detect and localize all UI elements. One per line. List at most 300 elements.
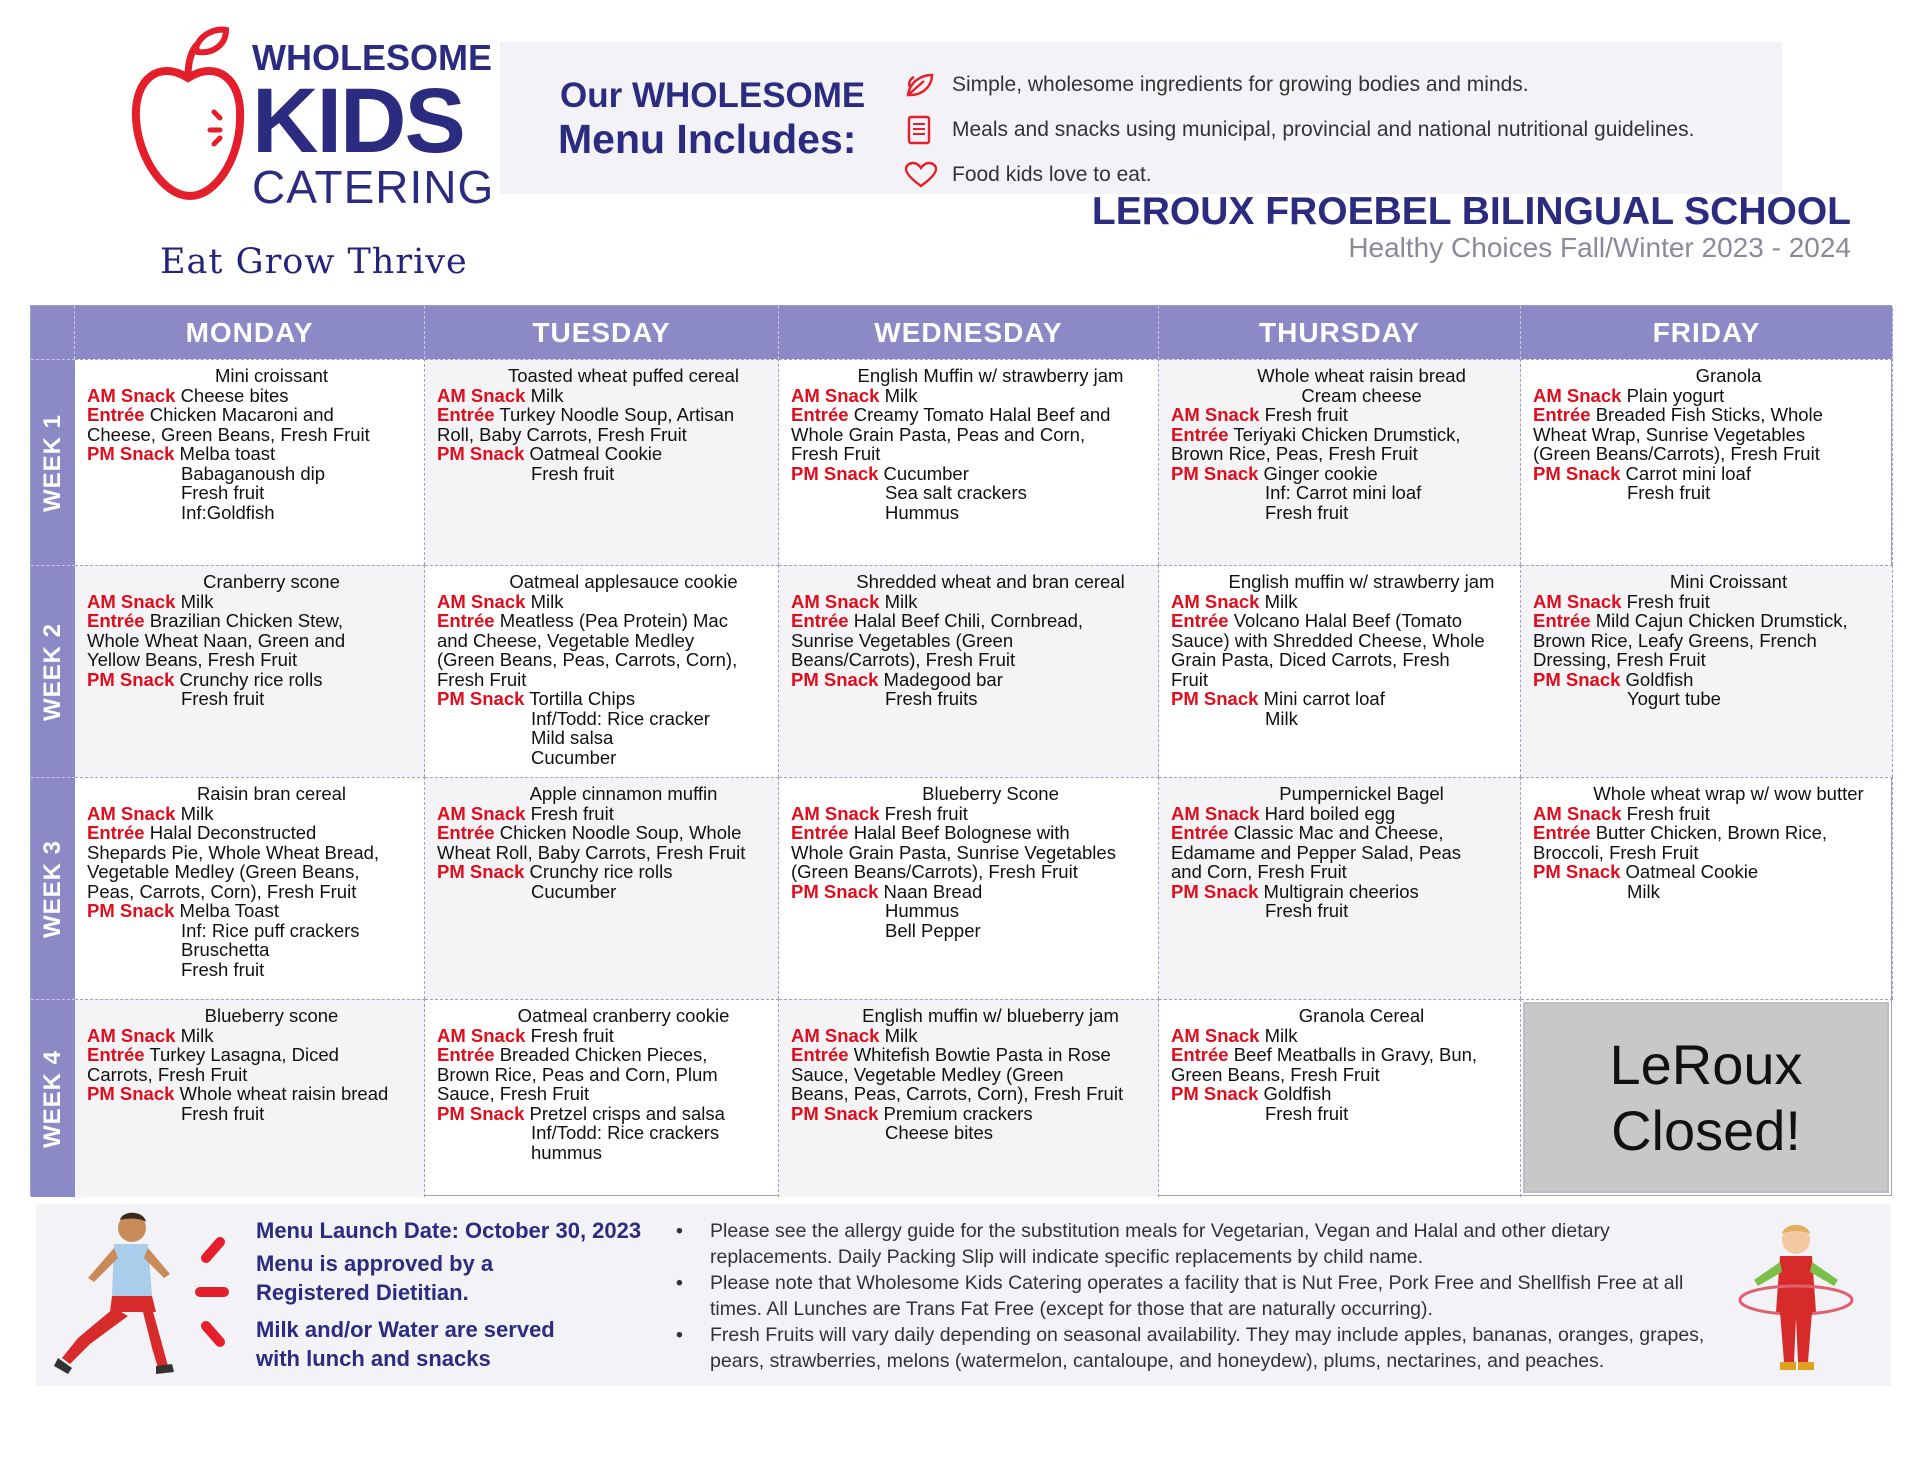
am-snack-line <box>437 1026 770 1046</box>
week-label: WEEK 1 <box>39 413 67 512</box>
week-label: WEEK 4 <box>39 1049 67 1148</box>
bullet: • <box>676 1272 683 1294</box>
am-snack-line <box>1171 1026 1512 1046</box>
features-title-line-1: Our WHOLESOME <box>560 76 866 115</box>
entree-line <box>791 631 1150 651</box>
pm-snack-line <box>437 689 770 709</box>
am-snack-label: AM Snack <box>1533 802 1622 824</box>
pm-snack-extra: Sea salt crackers <box>885 482 1027 503</box>
entree-label: Entrée <box>791 1044 849 1065</box>
pm-snack-line <box>1533 670 1884 690</box>
entree-line <box>1533 843 1884 863</box>
entree-text: and Corn, Fresh Fruit <box>1171 861 1347 882</box>
hula-hoop-child-illustration <box>1736 1222 1856 1382</box>
entree-line <box>1171 444 1512 464</box>
pm-snack-item: Naan Bread <box>883 880 983 902</box>
pm-snack-label: PM Snack <box>437 861 525 882</box>
entree-label: Entrée <box>1533 822 1591 843</box>
breakfast-item: Whole wheat raisin bread <box>1257 365 1466 386</box>
day-header: THURSDAY <box>1159 306 1521 359</box>
day-header: MONDAY <box>75 306 425 359</box>
breakfast-item: Oatmeal cranberry cookie <box>517 1005 730 1026</box>
entree-label: Entrée <box>437 822 495 843</box>
breakfast-item: English muffin w/ blueberry jam <box>862 1005 1119 1026</box>
entree-line <box>87 823 416 843</box>
features-title <box>558 76 865 162</box>
entree-text: Sunrise Vegetables (Green <box>791 629 1014 651</box>
am-snack-label: AM Snack <box>1533 384 1622 406</box>
entree-text: Carrots, Fresh Fruit <box>87 1063 248 1085</box>
pm-snack-extra: Cucumber <box>531 746 617 768</box>
entree-text: Brown Rice, Peas and Corn, Plum <box>437 1063 718 1085</box>
entree-line <box>791 650 1150 670</box>
breakfast-item: English muffin w/ strawberry jam <box>1228 571 1495 592</box>
pm-snack-extra: Inf:Goldfish <box>181 501 275 523</box>
entree-line <box>791 1084 1150 1104</box>
pm-snack-label: PM Snack <box>87 668 175 690</box>
pm-snack-item: Mini carrot loaf <box>1263 688 1385 709</box>
am-snack-line <box>791 592 1150 612</box>
entree-text: Grain Pasta, Diced Carrots, Fresh <box>1171 649 1450 670</box>
am-snack-line <box>791 386 1150 406</box>
dietitian-line-2: Registered Dietitian. <box>256 1280 469 1305</box>
menu-day-cell <box>1521 565 1893 777</box>
bullet: • <box>676 1220 683 1242</box>
entree-text: Brown Rice, Leafy Greens, French <box>1533 629 1817 651</box>
heart-icon <box>904 160 940 190</box>
am-snack-line <box>1533 592 1884 612</box>
entree-line <box>1533 425 1884 445</box>
breakfast-item: Whole wheat wrap w/ wow butter <box>1593 783 1864 804</box>
launch-date: Menu Launch Date: October 30, 2023 <box>256 1218 642 1243</box>
pm-snack-extra: Fresh fruit <box>1265 1102 1349 1124</box>
pm-snack-label: PM Snack <box>791 462 879 484</box>
school-name: LEROUX FROEBEL BILINGUAL SCHOOL <box>1091 190 1851 233</box>
entree-label: Entrée <box>791 822 849 843</box>
entree-line <box>791 1065 1150 1085</box>
am-snack-line <box>1171 405 1512 425</box>
am-snack-label: AM Snack <box>1171 404 1260 425</box>
breakfast-item: Blueberry Scone <box>922 783 1059 804</box>
entree-text: Halal Deconstructed <box>149 822 317 843</box>
entree-line <box>437 670 770 690</box>
pm-snack-extra: Cheese bites <box>885 1122 993 1143</box>
am-snack-item: Plain yogurt <box>1626 384 1725 406</box>
entree-line <box>1171 843 1512 863</box>
am-snack-line <box>791 1026 1150 1046</box>
am-snack-label: AM Snack <box>1171 590 1260 612</box>
entree-label: Entrée <box>1171 423 1229 445</box>
bullet: • <box>676 1324 683 1346</box>
pm-snack-item: Multigrain cheerios <box>1263 880 1419 902</box>
menu-day-cell <box>779 777 1159 999</box>
entree-line <box>1171 670 1512 690</box>
menu-day-cell <box>75 999 425 1197</box>
pm-snack-extra: Hummus <box>885 900 960 921</box>
am-snack-line <box>437 386 770 406</box>
am-snack-line <box>87 804 416 824</box>
am-snack-item: Milk <box>1264 1024 1298 1046</box>
brand-line-1: WHOLESOME <box>252 37 492 78</box>
day-header: WEDNESDAY <box>779 306 1159 359</box>
table-corner <box>31 306 75 359</box>
am-snack-label: AM Snack <box>437 1024 526 1046</box>
note-text: Please note that Wholesome Kids Catering operates a facility that is Nut Free, Pork Free and Shellfish Free at all times. All Lunches are Trans Fat Free (except for those that are naturally occurring). <box>710 1272 1684 1320</box>
week-label-cell <box>31 999 75 1197</box>
pm-snack-label: PM Snack <box>1533 861 1621 882</box>
entree-text: Teriyaki Chicken Drumstick, <box>1233 423 1461 445</box>
entree-line <box>437 1065 770 1085</box>
pm-snack-label: PM Snack <box>437 1102 525 1124</box>
entree-text: Whole Grain Pasta, Peas and Corn, <box>791 423 1086 445</box>
note-text: Please see the allergy guide for the substitution meals for Vegetarian, Vegan and Halal and other dietary replacements. Daily Packing Slip will indicate specific replacements by child name. <box>710 1220 1610 1268</box>
entree-text: (Green Beans/Carrots), Fresh Fruit <box>791 861 1078 882</box>
pm-snack-extra: Cucumber <box>531 880 617 902</box>
am-snack-item: Milk <box>884 1024 918 1046</box>
pm-snack-extra: Yogurt tube <box>1627 688 1721 709</box>
entree-text: Volcano Halal Beef (Tomato <box>1233 610 1463 631</box>
note-item <box>676 1218 1776 1270</box>
beverage-line-1: Milk and/or Water are served <box>256 1317 555 1342</box>
entree-line <box>437 611 770 631</box>
entree-text: Green Beans, Fresh Fruit <box>1171 1063 1380 1085</box>
am-snack-item: Milk <box>884 384 918 406</box>
entree-line <box>87 650 416 670</box>
entree-label: Entrée <box>1533 610 1591 631</box>
features-title-line-2: Menu Includes: <box>558 116 857 162</box>
entree-label: Entrée <box>1171 610 1229 631</box>
entree-line <box>87 882 416 902</box>
pm-snack-line <box>1171 689 1512 709</box>
am-snack-line <box>1533 386 1884 406</box>
pm-snack-line <box>791 464 1150 484</box>
entree-text: Broccoli, Fresh Fruit <box>1533 841 1699 863</box>
am-snack-line <box>437 804 770 824</box>
week-label: WEEK 2 <box>39 622 67 721</box>
menu-day-cell <box>1159 359 1521 565</box>
pm-snack-extra: Hummus <box>885 501 960 523</box>
entree-line <box>791 823 1150 843</box>
pm-snack-item: Premium crackers <box>883 1102 1033 1124</box>
menu-season: Healthy Choices Fall/Winter 2023 - 2024 <box>1348 232 1851 263</box>
pm-snack-item: Melba Toast <box>179 900 279 921</box>
pm-snack-line <box>1533 862 1884 882</box>
entree-text: Classic Mac and Cheese, <box>1233 822 1444 843</box>
am-snack-line <box>87 592 416 612</box>
am-snack-line <box>1171 804 1512 824</box>
pm-snack-label: PM Snack <box>87 1083 175 1104</box>
pm-snack-item: Goldfish <box>1263 1083 1332 1104</box>
entree-text: Dressing, Fresh Fruit <box>1533 649 1706 670</box>
pm-snack-extra: Fresh fruit <box>531 462 615 484</box>
entree-label: Entrée <box>1171 822 1229 843</box>
am-snack-item: Milk <box>530 384 564 406</box>
leaf-icon <box>904 70 940 100</box>
breakfast-item: Mini croissant <box>214 365 329 386</box>
pm-snack-label: PM Snack <box>87 443 175 464</box>
pm-snack-label: PM Snack <box>87 900 175 921</box>
entree-line <box>87 405 416 425</box>
footer-panel <box>36 1204 1891 1386</box>
pm-snack-label: PM Snack <box>1533 462 1621 484</box>
pm-snack-extra: Fresh fruit <box>181 1102 265 1124</box>
entree-text: Creamy Tomato Halal Beef and <box>853 404 1111 425</box>
entree-line <box>1171 823 1512 843</box>
entree-text: Whole Grain Pasta, Sunrise Vegetables <box>791 841 1116 863</box>
entree-text: Yellow Beans, Fresh Fruit <box>87 649 298 670</box>
week-label: WEEK 3 <box>39 839 67 938</box>
am-snack-label: AM Snack <box>791 802 880 824</box>
entree-line <box>791 611 1150 631</box>
entree-text: Cheese, Green Beans, Fresh Fruit <box>87 423 370 445</box>
am-snack-label: AM Snack <box>87 802 176 824</box>
pm-snack-item: Whole wheat raisin bread <box>179 1083 389 1104</box>
pm-snack-label: PM Snack <box>1533 668 1621 690</box>
am-snack-line <box>437 592 770 612</box>
pm-snack-extra: Fresh fruit <box>181 482 265 503</box>
pm-snack-item: Madegood bar <box>883 668 1003 690</box>
entree-line <box>791 444 1150 464</box>
breakfast-item: Granola <box>1695 365 1762 386</box>
entree-label: Entrée <box>87 404 145 425</box>
entree-line <box>437 631 770 651</box>
features-list <box>904 62 1694 197</box>
entree-line <box>1171 1065 1512 1085</box>
pm-snack-item: Carrot mini loaf <box>1625 462 1751 484</box>
feature-text: Food kids love to eat. <box>952 162 1152 186</box>
entree-text: Beans, Peas, Carrots, Corn), Fresh Fruit <box>791 1083 1124 1104</box>
entree-line <box>1171 425 1512 445</box>
am-snack-item: Fresh fruit <box>1264 404 1348 425</box>
entree-line <box>87 843 416 863</box>
decorative-dashes-icon <box>186 1222 256 1362</box>
menu-day-cell <box>1521 777 1893 999</box>
closed-notice <box>1523 1002 1889 1193</box>
brand-line-3: CATERING <box>252 161 495 213</box>
am-snack-label: AM Snack <box>791 590 880 612</box>
feature-text: Simple, wholesome ingredients for growing bodies and minds. <box>952 72 1529 96</box>
pm-snack-label: PM Snack <box>1171 462 1259 484</box>
entree-text: Peas, Carrots, Corn), Fresh Fruit <box>87 880 357 902</box>
am-snack-item: Fresh fruit <box>884 802 968 824</box>
entree-text: Shepards Pie, Whole Wheat Bread, <box>87 841 380 863</box>
pm-snack-label: PM Snack <box>1171 880 1259 902</box>
menu-day-cell <box>75 565 425 777</box>
am-snack-item: Hard boiled egg <box>1264 802 1396 824</box>
entree-line <box>437 1045 770 1065</box>
am-snack-item: Fresh fruit <box>530 1024 614 1046</box>
pm-snack-item: Oatmeal Cookie <box>529 443 663 464</box>
beverage-line-2: with lunch and snacks <box>256 1346 491 1371</box>
day-header: FRIDAY <box>1521 306 1893 359</box>
brand-line-2: KIDS <box>252 70 464 172</box>
entree-line <box>1171 611 1512 631</box>
breakfast-item: Pumpernickel Bagel <box>1279 783 1444 804</box>
entree-text: Roll, Baby Carrots, Fresh Fruit <box>437 423 687 445</box>
pm-snack-extra: Fresh fruit <box>1627 482 1711 503</box>
entree-line <box>791 843 1150 863</box>
entree-text: Turkey Lasagna, Diced <box>149 1044 339 1065</box>
pm-snack-extra: Milk <box>1627 880 1660 902</box>
entree-text: Chicken Macaroni and <box>149 404 334 425</box>
breakfast-item: Blueberry scone <box>204 1005 339 1026</box>
closed-line-2: Closed! <box>1611 1098 1801 1162</box>
am-snack-line <box>87 386 416 406</box>
am-snack-label: AM Snack <box>437 384 526 406</box>
entree-line <box>87 1065 416 1085</box>
am-snack-line <box>87 1026 416 1046</box>
entree-line <box>437 843 770 863</box>
pm-snack-item: Melba toast <box>179 443 276 464</box>
feature-item <box>904 107 1694 152</box>
am-snack-item: Fresh fruit <box>530 802 614 824</box>
menu-day-cell <box>425 359 779 565</box>
entree-text: Whole Wheat Naan, Green and <box>87 629 346 651</box>
menu-day-cell <box>1521 359 1893 565</box>
pm-snack-line <box>87 670 416 690</box>
menu-day-cell <box>1159 999 1521 1197</box>
entree-line <box>1533 823 1884 843</box>
entree-text: Halal Beef Chili, Cornbread, <box>853 610 1084 631</box>
pm-snack-item: Crunchy rice rolls <box>179 668 323 690</box>
am-snack-item: Milk <box>884 590 918 612</box>
menu-day-cell <box>779 359 1159 565</box>
pm-snack-label: PM Snack <box>1171 1083 1259 1104</box>
entree-text: Whitefish Bowtie Pasta in Rose <box>853 1044 1111 1065</box>
menu-table <box>30 305 1892 1196</box>
entree-label: Entrée <box>87 822 145 843</box>
am-snack-label: AM Snack <box>1171 802 1260 824</box>
entree-text: Wheat Wrap, Sunrise Vegetables <box>1533 423 1806 445</box>
entree-label: Entrée <box>87 610 145 631</box>
pm-snack-extra: Fresh fruits <box>885 688 978 709</box>
entree-text: Edamame and Pepper Salad, Peas <box>1171 841 1462 863</box>
pm-snack-line <box>87 444 416 464</box>
pm-snack-line <box>1171 882 1512 902</box>
pm-snack-label: PM Snack <box>791 668 879 690</box>
footer-notes <box>676 1218 1776 1374</box>
entree-text: Wheat Roll, Baby Carrots, Fresh Fruit <box>437 841 746 863</box>
entree-line <box>437 823 770 843</box>
am-snack-item: Milk <box>180 1024 214 1046</box>
beverage-note <box>256 1315 641 1373</box>
breakfast-item: Apple cinnamon muffin <box>529 783 718 804</box>
pm-snack-label: PM Snack <box>437 443 525 464</box>
entree-line <box>87 1045 416 1065</box>
pm-snack-line <box>791 882 1150 902</box>
running-child-illustration <box>48 1208 188 1384</box>
entree-text: Chicken Noodle Soup, Whole <box>499 822 742 843</box>
entree-text: Turkey Noodle Soup, Artisan <box>499 404 735 425</box>
breakfast-item: Raisin bran cereal <box>196 783 347 804</box>
pm-snack-item: Tortilla Chips <box>529 688 636 709</box>
menu-day-cell <box>425 999 779 1197</box>
week-label-cell <box>31 565 75 777</box>
feature-item <box>904 62 1694 107</box>
entree-text: Butter Chicken, Brown Rice, <box>1595 822 1828 843</box>
am-snack-label: AM Snack <box>1171 1024 1260 1046</box>
brand-tagline: Eat Grow Thrive <box>160 242 468 282</box>
document-icon <box>904 115 940 145</box>
entree-line <box>791 405 1150 425</box>
entree-label: Entrée <box>791 404 849 425</box>
pm-snack-item: Oatmeal Cookie <box>1625 861 1759 882</box>
am-snack-item: Milk <box>180 802 214 824</box>
pm-snack-label: PM Snack <box>791 880 879 902</box>
entree-text: Fruit <box>1171 668 1208 690</box>
entree-line <box>1171 650 1512 670</box>
menu-day-cell <box>1159 565 1521 777</box>
pm-snack-extra: Mild salsa <box>531 727 614 748</box>
pm-snack-extra: hummus <box>531 1141 602 1163</box>
pm-snack-line <box>437 862 770 882</box>
am-snack-item: Milk <box>530 590 564 612</box>
breakfast-item: Toasted wheat puffed cereal <box>507 365 740 386</box>
entree-label: Entrée <box>437 1044 495 1065</box>
footer-highlights <box>256 1216 641 1381</box>
pm-snack-line <box>791 1104 1150 1124</box>
entree-text: and Cheese, Vegetable Medley <box>437 629 695 651</box>
entree-text: Beef Meatballs in Gravy, Bun, <box>1233 1044 1478 1065</box>
am-snack-label: AM Snack <box>87 384 176 406</box>
pm-snack-label: PM Snack <box>791 1102 879 1124</box>
entree-text: Beans/Carrots), Fresh Fruit <box>791 649 1016 670</box>
dietitian-note <box>256 1249 641 1307</box>
week-label-cell <box>31 777 75 999</box>
entree-text: Breaded Fish Sticks, Whole <box>1595 404 1823 425</box>
breakfast-item: Cream cheese <box>1301 384 1422 406</box>
pm-snack-extra: Bruschetta <box>181 939 270 960</box>
breakfast-item: Shredded wheat and bran cereal <box>856 571 1125 592</box>
pm-snack-line <box>1171 464 1512 484</box>
am-snack-label: AM Snack <box>437 802 526 824</box>
am-snack-item: Milk <box>180 590 214 612</box>
am-snack-item: Fresh fruit <box>1626 802 1710 824</box>
am-snack-label: AM Snack <box>87 1024 176 1046</box>
entree-line <box>1533 611 1884 631</box>
entree-text: Mild Cajun Chicken Drumstick, <box>1595 610 1848 631</box>
menu-day-cell <box>779 999 1159 1197</box>
entree-label: Entrée <box>791 610 849 631</box>
entree-line <box>87 631 416 651</box>
menu-day-cell <box>75 359 425 565</box>
entree-text: Brazilian Chicken Stew, <box>149 610 344 631</box>
entree-text: Meatless (Pea Protein) Mac <box>499 610 728 631</box>
entree-line <box>1533 650 1884 670</box>
entree-text: Sauce) with Shredded Cheese, Whole <box>1171 629 1485 651</box>
pm-snack-extra: Inf/Todd: Rice crackers <box>531 1122 720 1143</box>
entree-text: Vegetable Medley (Green Beans, <box>87 861 360 882</box>
pm-snack-line <box>87 1084 416 1104</box>
entree-text: (Green Beans, Peas, Carrots, Corn), <box>437 649 738 670</box>
pm-snack-extra: Inf: Carrot mini loaf <box>1265 482 1422 503</box>
am-snack-label: AM Snack <box>791 1024 880 1046</box>
note-item <box>676 1270 1776 1322</box>
apple-logo-icon <box>130 26 246 206</box>
pm-snack-extra: Fresh fruit <box>1265 900 1349 921</box>
am-snack-item: Fresh fruit <box>1626 590 1710 612</box>
pm-snack-extra: Inf/Todd: Rice cracker <box>531 707 710 729</box>
am-snack-label: AM Snack <box>791 384 880 406</box>
menu-day-cell <box>75 777 425 999</box>
entree-line <box>1171 862 1512 882</box>
entree-line <box>1533 405 1884 425</box>
pm-snack-extra: Fresh fruit <box>181 958 265 980</box>
entree-line <box>1533 631 1884 651</box>
entree-line <box>1171 631 1512 651</box>
entree-line <box>791 862 1150 882</box>
entree-text: Fresh Fruit <box>437 668 527 690</box>
